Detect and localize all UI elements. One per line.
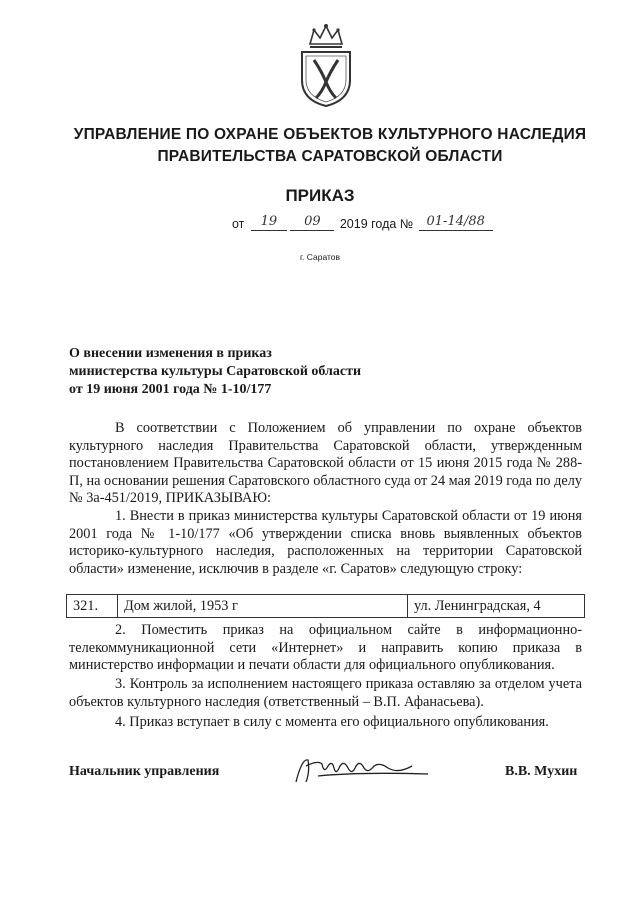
- agency-name-line2: ПРАВИТЕЛЬСТВА САРАТОВСКОЙ ОБЛАСТИ: [157, 148, 503, 165]
- table-cell-object: Дом жилой, 1953 г: [118, 595, 408, 617]
- subject-line: от 19 июня 2001 года № 1-10/177: [69, 382, 272, 397]
- from-label: от: [232, 217, 245, 231]
- signatory-name: В.В. Мухин: [505, 764, 578, 779]
- order-dateline: [232, 214, 493, 234]
- date-day: 19: [251, 214, 287, 231]
- intro-paragraph: В соответствии с Положением об управлении по охране объектов культурного наследия Правительства Саратовской области, утвержденным постановлением Правительства Саратовской области от 15 июня 2015 года № 288-П, на основании решения Саратовского областного суда от 24 мая 2019 года по делу № 3а-451/2019, ПРИКАЗЫВАЮ:: [69, 420, 583, 506]
- order-number: 01-14/88: [419, 214, 493, 231]
- saratov-coat-of-arms-icon: [296, 22, 356, 108]
- table-cell-address: ул. Ленинградская, 4: [414, 598, 541, 614]
- table-cell-number: 321.: [67, 595, 118, 617]
- subject-line: министерства культуры Саратовской области: [69, 364, 362, 379]
- subject-line: О внесении изменения в приказ: [69, 346, 272, 361]
- year-label: 2019 года №: [339, 217, 414, 231]
- item-3-paragraph: 3. Контроль за исполнением настоящего приказа оставляю за отделом учета объектов культурного наследия (ответственный – В.П. Афанасьева).: [69, 676, 582, 710]
- document-title: ПРИКАЗ: [285, 186, 355, 205]
- excluded-object-table: [66, 594, 585, 618]
- date-month: 09: [290, 214, 334, 231]
- item-2-paragraph: 2. Поместить приказ на официальном сайте в информационно-телекоммуникационной сети «Интернет» и направить копию приказа в министерство информации и печати области для официального опубликования.: [69, 622, 582, 673]
- item-1-paragraph: 1. Внести в приказ министерства культуры Саратовской области от 19 июня 2001 года № 1-10/177 «Об утверждении списка вновь выявленных объектов историко-культурного наследия, расположенных на территории Саратовской области» изменение, исключив в разделе «г. Саратов» следующую строку:: [69, 508, 582, 577]
- signatory-role: Начальник управления: [69, 764, 220, 779]
- item-4-paragraph: 4. Приказ вступает в силу с момента его официального опубликования.: [115, 714, 549, 730]
- agency-name-line1: УПРАВЛЕНИЕ ПО ОХРАНЕ ОБЪЕКТОВ КУЛЬТУРНОГО НАСЛЕДИЯ: [73, 126, 587, 143]
- order-subject: [69, 345, 361, 399]
- handwritten-signature: [288, 752, 438, 788]
- city-label: г. Саратов: [299, 252, 341, 262]
